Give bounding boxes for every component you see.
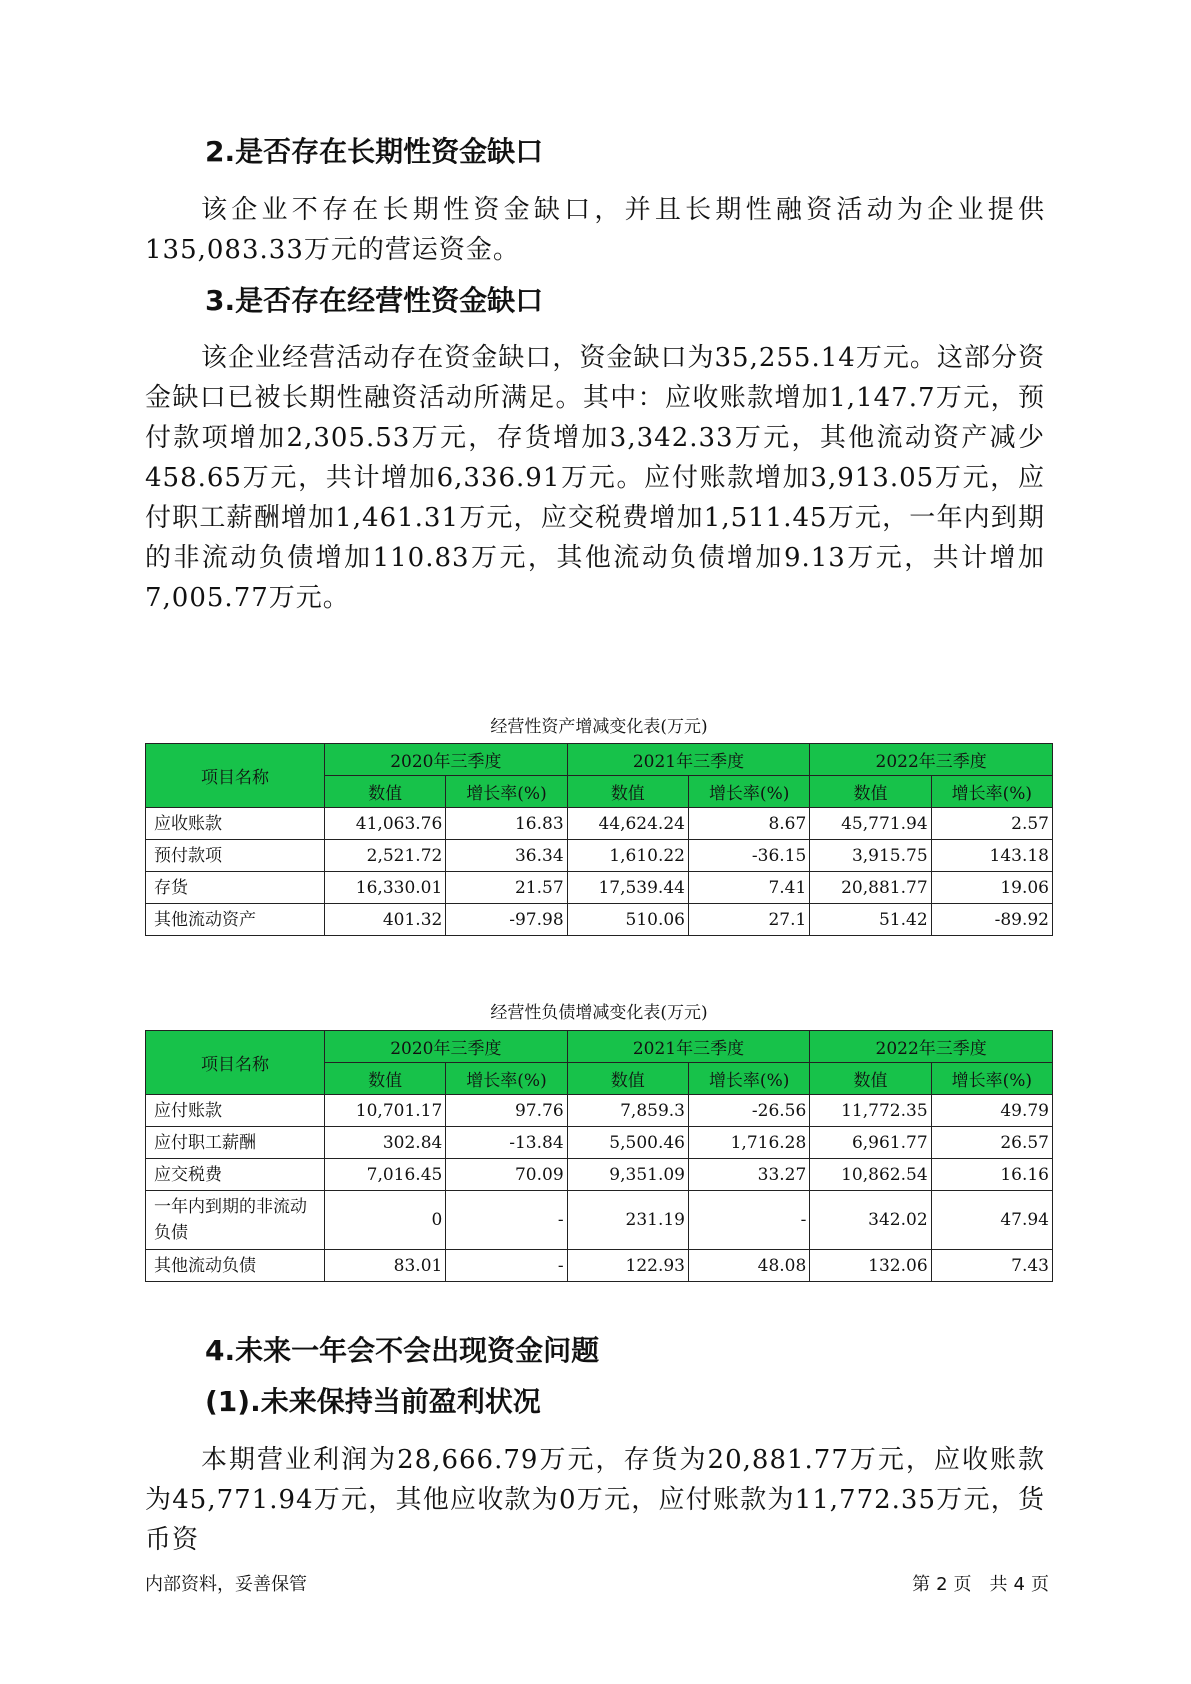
header-period: 2020年三季度 <box>325 1031 568 1063</box>
header-item-name: 项目名称 <box>146 1031 325 1095</box>
growth-cell: 2.57 <box>931 808 1052 840</box>
growth-cell: 36.34 <box>446 840 567 872</box>
table-row <box>146 1095 1053 1127</box>
footer-confidential: 内部资料，妥善保管 <box>145 1574 307 1595</box>
value-cell: 342.02 <box>810 1191 931 1250</box>
growth-cell: 97.76 <box>446 1095 567 1127</box>
table-row <box>146 808 1053 840</box>
value-cell: 6,961.77 <box>810 1127 931 1159</box>
growth-cell: 48.08 <box>688 1250 809 1282</box>
section-3-paragraph: 该企业经营活动存在资金缺口，资金缺口为35,255.14万元。这部分资金缺口已被长期性融资活动所满足。其中：应收账款增加1,147.7万元，预付款项增加2,305.53万元，存货增加3,342.33万元，其他流动资产减少458.65万元，共计增加6,336.91万元。应付账款增加3,913.05万元，应付职工薪酬增加1,461.31万元，应交税费增加1,511.45万元，一年内到期的非流动负债增加110.83万元，其他流动负债增加9.13万元，共计增加7,005.77万元。 <box>145 343 1045 613</box>
row-label: 其他流动资产 <box>146 904 325 936</box>
table-row <box>146 1191 1053 1250</box>
growth-cell: 143.18 <box>931 840 1052 872</box>
row-label: 应收账款 <box>146 808 325 840</box>
value-cell: 83.01 <box>325 1250 446 1282</box>
header-value: 数值 <box>810 1063 931 1095</box>
value-cell: 10,862.54 <box>810 1159 931 1191</box>
assets-table <box>145 743 1053 936</box>
row-label: 其他流动负债 <box>146 1250 325 1282</box>
value-cell: 17,539.44 <box>567 872 688 904</box>
value-cell: 20,881.77 <box>810 872 931 904</box>
total-pages: 4 <box>1013 1574 1025 1595</box>
value-cell: 51.42 <box>810 904 931 936</box>
value-cell: 122.93 <box>567 1250 688 1282</box>
header-period: 2022年三季度 <box>810 744 1053 776</box>
growth-cell: 7.43 <box>931 1250 1052 1282</box>
current-page: 2 <box>936 1574 948 1595</box>
header-value: 数值 <box>325 1063 446 1095</box>
value-cell: 0 <box>325 1191 446 1250</box>
liabilities-table-caption: 经营性负债增减变化表(万元) <box>490 1003 708 1023</box>
value-cell: 3,915.75 <box>810 840 931 872</box>
value-cell: 10,701.17 <box>325 1095 446 1127</box>
value-cell: 2,521.72 <box>325 840 446 872</box>
value-cell: 44,624.24 <box>567 808 688 840</box>
growth-cell: - <box>688 1191 809 1250</box>
section-4-heading: 4.未来一年会不会出现资金问题 <box>205 1334 600 1367</box>
section-2-paragraph: 该企业不存在长期性资金缺口，并且长期性融资活动为企业提供135,083.33万元的营运资金。 <box>145 195 1045 265</box>
growth-cell: 21.57 <box>446 872 567 904</box>
header-growth: 增长率(%) <box>931 1063 1052 1095</box>
table-row <box>146 872 1053 904</box>
value-cell: 231.19 <box>567 1191 688 1250</box>
header-period: 2021年三季度 <box>567 744 810 776</box>
row-label: 应付账款 <box>146 1095 325 1127</box>
growth-cell: 1,716.28 <box>688 1127 809 1159</box>
header-period: 2020年三季度 <box>325 744 568 776</box>
growth-cell: -97.98 <box>446 904 567 936</box>
growth-cell: - <box>446 1191 567 1250</box>
header-period: 2022年三季度 <box>810 1031 1053 1063</box>
growth-cell: -26.56 <box>688 1095 809 1127</box>
value-cell: 41,063.76 <box>325 808 446 840</box>
value-cell: 7,859.3 <box>567 1095 688 1127</box>
section-4-1-paragraph: 本期营业利润为28,666.79万元，存货为20,881.77万元，应收账款为45,771.94万元，其他应收款为0万元，应付账款为11,772.35万元，货币资 <box>145 1445 1045 1555</box>
growth-cell: 49.79 <box>931 1095 1052 1127</box>
row-label: 预付款项 <box>146 840 325 872</box>
value-cell: 401.32 <box>325 904 446 936</box>
header-growth: 增长率(%) <box>446 776 567 808</box>
header-value: 数值 <box>567 776 688 808</box>
table-row <box>146 1159 1053 1191</box>
header-period: 2021年三季度 <box>567 1031 810 1063</box>
growth-cell: -89.92 <box>931 904 1052 936</box>
growth-cell: 47.94 <box>931 1191 1052 1250</box>
table-row <box>146 1250 1053 1282</box>
growth-cell: -13.84 <box>446 1127 567 1159</box>
header-value: 数值 <box>567 1063 688 1095</box>
table-row <box>146 840 1053 872</box>
liabilities-table <box>145 1030 1053 1282</box>
header-growth: 增长率(%) <box>688 776 809 808</box>
value-cell: 9,351.09 <box>567 1159 688 1191</box>
value-cell: 1,610.22 <box>567 840 688 872</box>
table-row <box>146 1127 1053 1159</box>
footer-page-number: 第 2 页 共 4 页 <box>912 1574 1049 1595</box>
header-value: 数值 <box>325 776 446 808</box>
growth-cell: 16.16 <box>931 1159 1052 1191</box>
value-cell: 510.06 <box>567 904 688 936</box>
growth-cell: 19.06 <box>931 872 1052 904</box>
header-value: 数值 <box>810 776 931 808</box>
value-cell: 7,016.45 <box>325 1159 446 1191</box>
growth-cell: 7.41 <box>688 872 809 904</box>
section-3-heading: 3.是否存在经营性资金缺口 <box>205 284 544 317</box>
growth-cell: 16.83 <box>446 808 567 840</box>
value-cell: 45,771.94 <box>810 808 931 840</box>
value-cell: 302.84 <box>325 1127 446 1159</box>
growth-cell: - <box>446 1250 567 1282</box>
table-row <box>146 904 1053 936</box>
header-growth: 增长率(%) <box>446 1063 567 1095</box>
section-2-heading: 2.是否存在长期性资金缺口 <box>205 135 544 168</box>
row-label: 存货 <box>146 872 325 904</box>
value-cell: 11,772.35 <box>810 1095 931 1127</box>
row-label: 一年内到期的非流动负债 <box>146 1191 325 1250</box>
header-item-name: 项目名称 <box>146 744 325 808</box>
growth-cell: -36.15 <box>688 840 809 872</box>
growth-cell: 70.09 <box>446 1159 567 1191</box>
section-4-1-heading: (1).未来保持当前盈利状况 <box>205 1385 541 1418</box>
value-cell: 132.06 <box>810 1250 931 1282</box>
growth-cell: 8.67 <box>688 808 809 840</box>
header-growth: 增长率(%) <box>931 776 1052 808</box>
growth-cell: 27.1 <box>688 904 809 936</box>
header-growth: 增长率(%) <box>688 1063 809 1095</box>
value-cell: 16,330.01 <box>325 872 446 904</box>
growth-cell: 33.27 <box>688 1159 809 1191</box>
value-cell: 5,500.46 <box>567 1127 688 1159</box>
growth-cell: 26.57 <box>931 1127 1052 1159</box>
row-label: 应付职工薪酬 <box>146 1127 325 1159</box>
assets-table-caption: 经营性资产增减变化表(万元) <box>490 717 708 737</box>
row-label: 应交税费 <box>146 1159 325 1191</box>
